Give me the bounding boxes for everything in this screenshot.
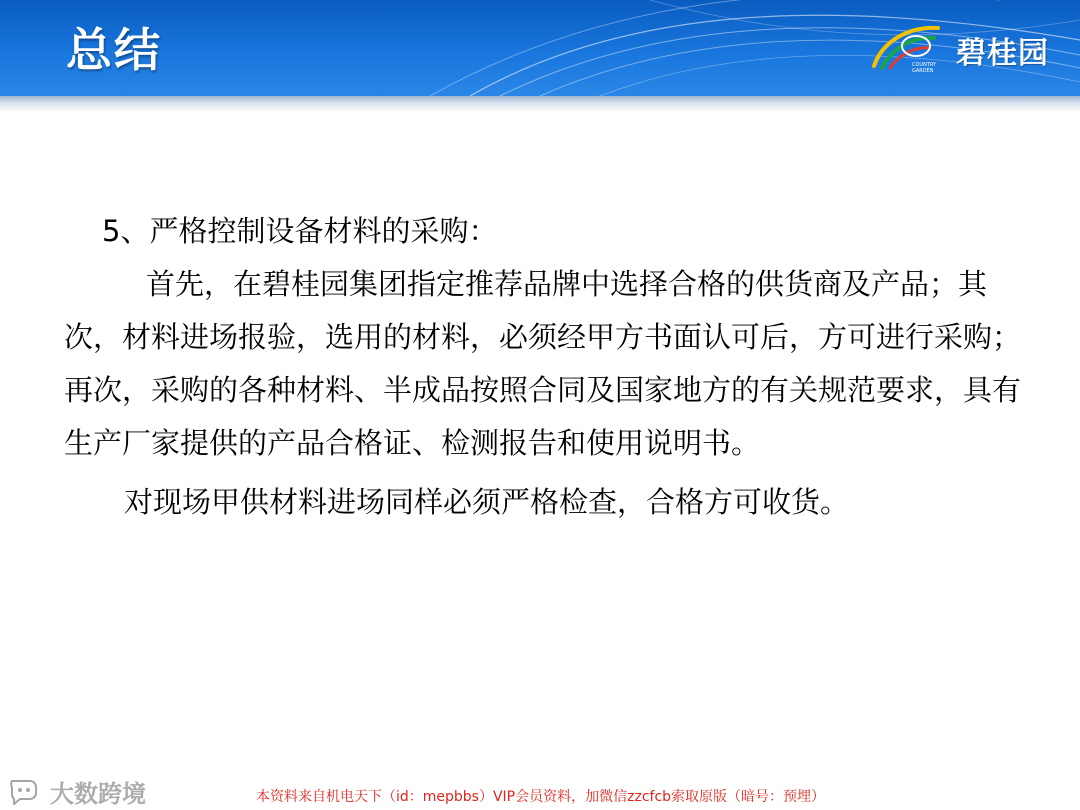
header-shadow	[0, 96, 1080, 112]
page-title: 总结	[66, 23, 162, 77]
slide-body	[64, 205, 1024, 529]
company-logo	[868, 22, 1058, 74]
logo-text: 碧桂园	[956, 36, 1049, 71]
slide-header	[0, 0, 1080, 96]
paragraph-procurement: 首先，在碧桂园集团指定推荐品牌中选择合格的供货商及产品；其次，材料进场报验，选用的材料，必须经甲方书面认可后，方可进行采购；再次，采购的各种材料、半成品按照合同及国家地方的有关规范要求，具有生产厂家提供的产品合格证、检测报告和使用说明书。	[64, 267, 1022, 460]
section-heading: 5、严格控制设备材料的采购：	[102, 214, 498, 248]
country-garden-emblem-icon	[868, 22, 954, 74]
chat-bubble-icon	[6, 777, 46, 805]
emblem-text-1: COUNTRY	[912, 62, 937, 68]
footer-note: 本资料来自机电天下（id：mepbbs）VIP会员资料，加微信zzcfcb索取原版（暗号：预埋）	[256, 789, 826, 805]
paragraph-inspection: 对现场甲供材料进场同样必须严格检查，合格方可收货。	[124, 485, 850, 519]
emblem-text-2: GARDEN	[912, 68, 934, 74]
watermark-text: 大数跨境	[50, 779, 146, 808]
watermark	[6, 776, 146, 806]
